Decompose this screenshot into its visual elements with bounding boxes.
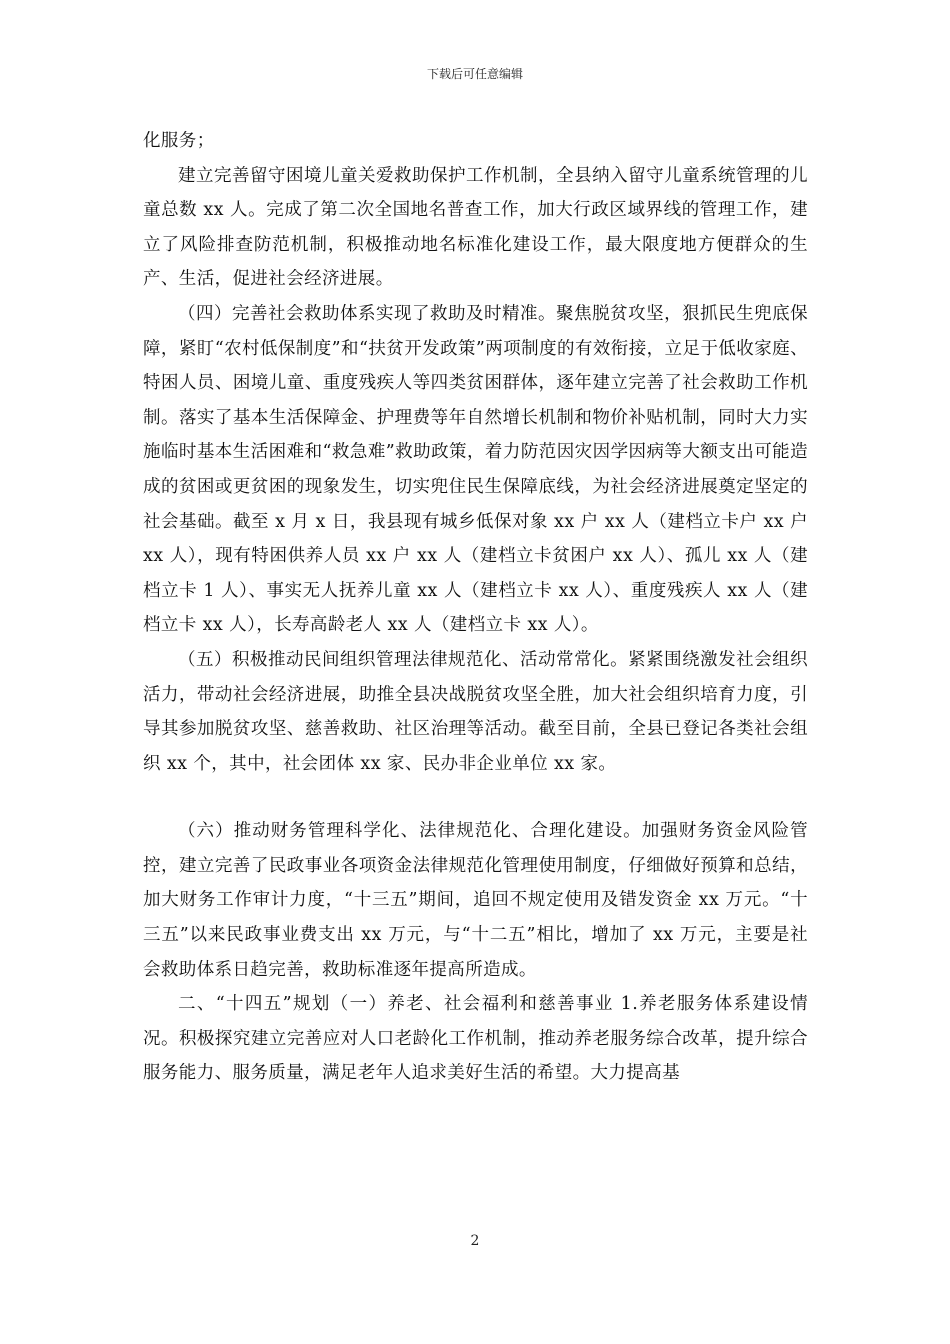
paragraph-section-5-civil-organizations: （五）积极推动民间组织管理法律规范化、活动常常化。紧紧围绕激发社会组织活力，带动社会经济进展，助推全县决战脱贫攻坚全胜，加大社会组织培育力度，引导其参加脱贫攻坚、慈善救助、社区治理等活动。截至目前，全县已登记各类社会组织 xx 个，其中，社会团体 xx 家、民办非企业单位 xx 家。 — [143, 649, 808, 774]
paragraph-child-protection: 建立完善留守困境儿童关爱救助保护工作机制，全县纳入留守儿童系统管理的儿童总数 xx 人。完成了第二次全国地名普查工作，加大行政区域界线的管理工作，建立了风险排查防范机制，积极推动地名标准化建设工作，最大限度地方便群众的生产、生活，促进社会经济进展。 — [143, 165, 808, 290]
document-body — [143, 124, 808, 1091]
paragraph-section-4-social-assistance: （四）完善社会救助体系实现了救助及时精准。聚焦脱贫攻坚，狠抓民生兜底保障，紧盯“农村低保制度”和“扶贫开发政策”两项制度的有效衔接，立足于低收家庭、特困人员、困境儿童、重度残疾人等四类贫困群体，逐年建立完善了社会救助工作机制。落实了基本生活保障金、护理费等年自然增长机制和物价补贴机制，同时大力实施临时基本生活困难和“救急难”救助政策，着力防范因灾因学因病等大额支出可能造成的贫困或更贫困的现象发生，切实兜住民生保障底线，为社会经济进展奠定坚定的社会基础。截至 x 月 x 日，我县现有城乡低保对象 xx 户 xx 人（建档立卡户 xx 户 xx 人），现有特困供养人员 xx 户 xx 人（建档立卡贫困户 xx 人）、孤儿 xx 人（建档立卡 1 人）、事实无人抚养儿童 xx 人（建档立卡 xx 人）、重度残疾人 xx 人（建档立卡 xx 人），长寿高龄老人 xx 人（建档立卡 xx 人）。 — [143, 303, 808, 636]
paragraph-continuation: 化服务； — [143, 131, 215, 151]
paragraph-14th-five-year-plan: 二、“十四五”规划（一）养老、社会福利和慈善事业 1.养老服务体系建设情况。积极探究建立完善应对人口老龄化工作机制，推动养老服务综合改革，提升综合服务能力、服务质量，满足老年人追求美好生活的希望。大力提高基 — [143, 994, 808, 1084]
paragraph-section-6-finance: （六）推动财务管理科学化、法律规范化、合理化建设。加强财务资金风险管控，建立完善了民政事业各项资金法律规范化管理使用制度，仔细做好预算和总结，加大财务工作审计力度，“十三五”期间，追回不规定使用及错发资金 xx 万元。“十三五”以来民政事业费支出 xx 万元，与“十二五”相比，增加了 xx 万元，主要是社会救助体系日趋完善，救助标准逐年提高所造成。 — [143, 821, 808, 980]
paragraph-spacer — [143, 781, 808, 814]
page-header: 下载后可任意编辑 — [426, 67, 523, 81]
page-number: 2 — [470, 1233, 480, 1249]
